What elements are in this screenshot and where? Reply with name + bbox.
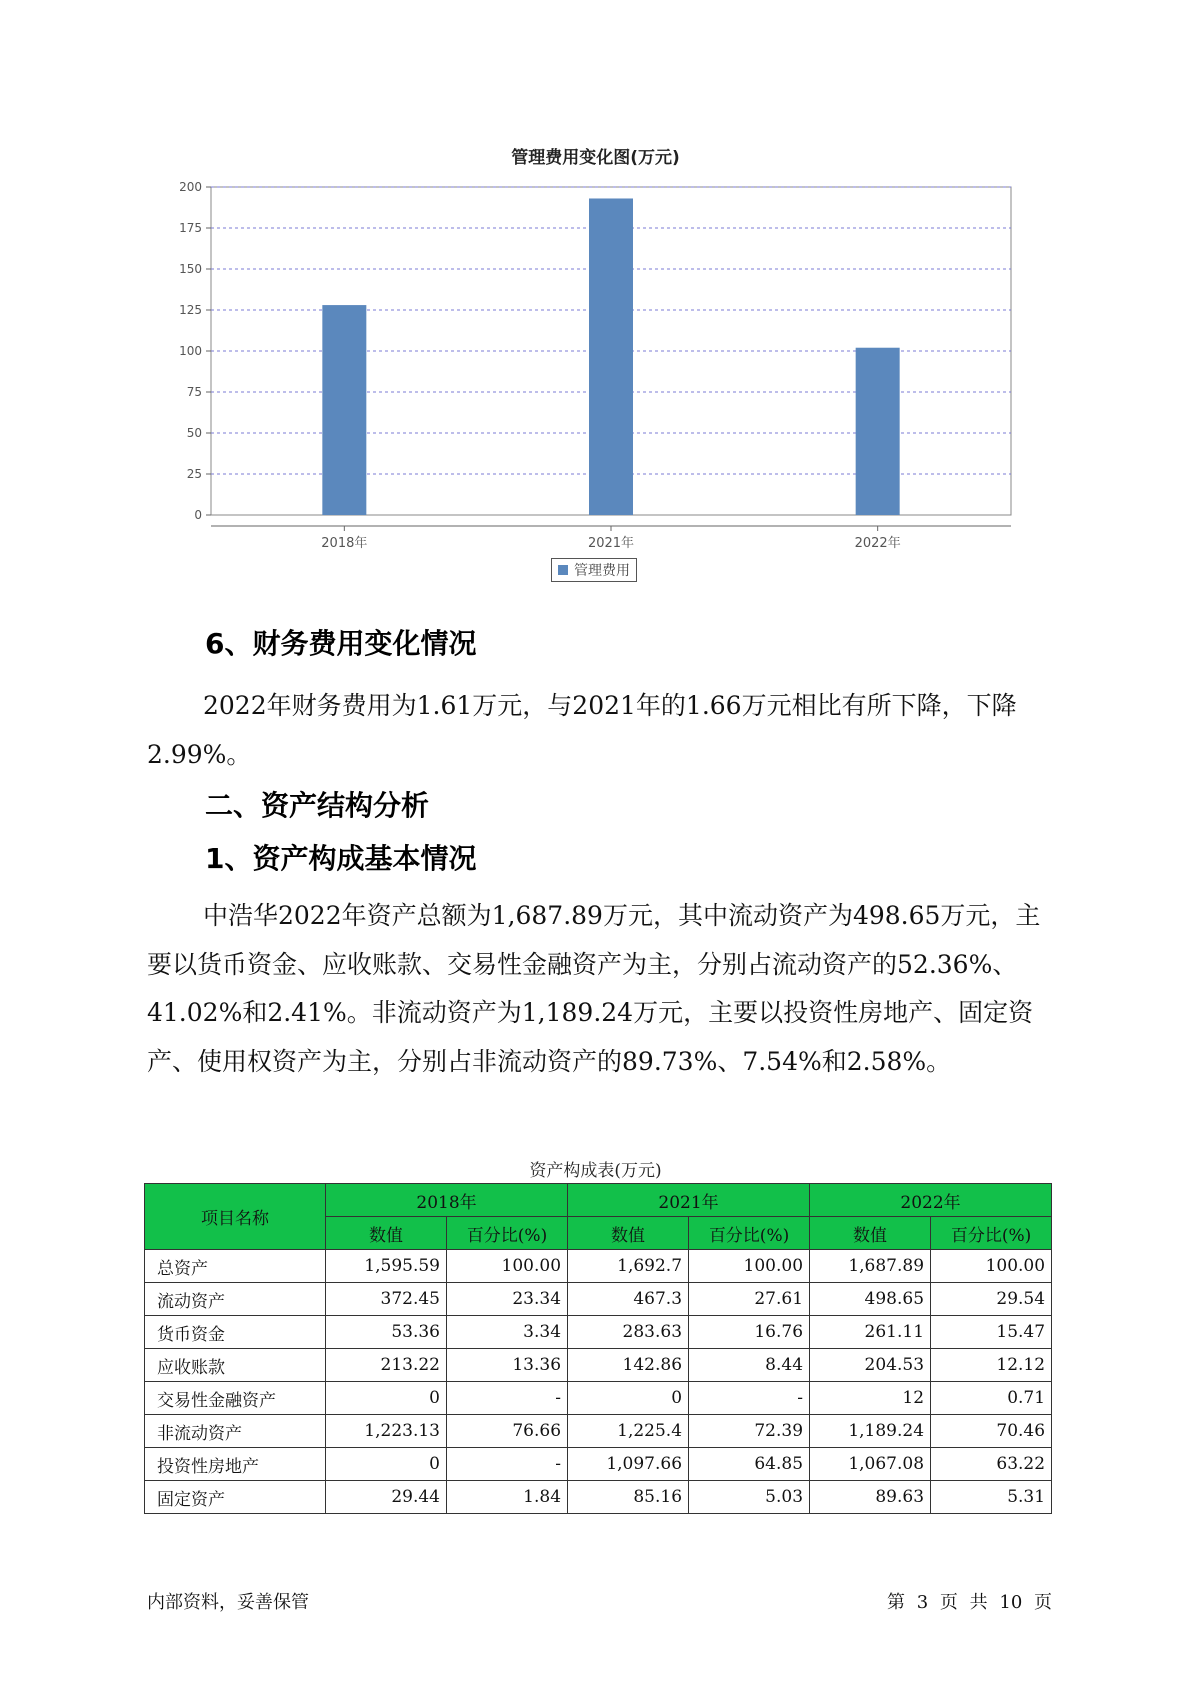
row-label: 应收账款 — [145, 1349, 326, 1382]
header-value: 数值 — [810, 1217, 931, 1250]
value-cell: 204.53 — [810, 1349, 931, 1382]
value-cell: 29.44 — [326, 1481, 447, 1514]
value-cell: 498.65 — [810, 1283, 931, 1316]
row-label: 流动资产 — [145, 1283, 326, 1316]
row-label: 固定资产 — [145, 1481, 326, 1514]
header-pct: 百分比(%) — [447, 1217, 568, 1250]
table-body — [145, 1250, 1052, 1514]
value-cell: 1,687.89 — [810, 1250, 931, 1283]
header-item-name: 项目名称 — [145, 1184, 326, 1250]
chart-legend — [551, 558, 637, 582]
percent-cell: 12.12 — [931, 1349, 1052, 1382]
y-tick-label: 25 — [186, 467, 202, 481]
percent-cell: - — [689, 1382, 810, 1415]
table-row — [145, 1316, 1052, 1349]
table-row — [145, 1283, 1052, 1316]
value-cell: 1,692.7 — [568, 1250, 689, 1283]
value-cell: 1,223.13 — [326, 1415, 447, 1448]
value-cell: 1,225.4 — [568, 1415, 689, 1448]
value-cell: 1,189.24 — [810, 1415, 931, 1448]
percent-cell: 72.39 — [689, 1415, 810, 1448]
value-cell: 467.3 — [568, 1283, 689, 1316]
table-row — [145, 1415, 1052, 1448]
value-cell: 0 — [326, 1448, 447, 1481]
table-row — [145, 1382, 1052, 1415]
row-label: 投资性房地产 — [145, 1448, 326, 1481]
row-label: 货币资金 — [145, 1316, 326, 1349]
header-year-2018: 2018年 — [326, 1184, 568, 1217]
percent-cell: 15.47 — [931, 1316, 1052, 1349]
percent-cell: 5.03 — [689, 1481, 810, 1514]
table-row — [145, 1349, 1052, 1382]
header-pct: 百分比(%) — [689, 1217, 810, 1250]
header-value: 数值 — [568, 1217, 689, 1250]
value-cell: 0 — [326, 1382, 447, 1415]
bar-2018 — [322, 305, 366, 515]
percent-cell: 27.61 — [689, 1283, 810, 1316]
section-heading-asset-structure: 二、资产结构分析 — [205, 789, 430, 822]
y-tick-label: 100 — [179, 344, 202, 358]
y-tick-label: 175 — [179, 221, 202, 235]
footer-page-number: 第 3 页 共 10 页 — [887, 1592, 1052, 1613]
asset-composition-paragraph: 中浩华2022年资产总额为1,687.89万元，其中流动资产为498.65万元，主要以货币资金、应收账款、交易性金融资产为主，分别占流动资产的52.36%、41.02%和2.41%。非流动资产为1,189.24万元，主要以投资性房地产、固定资产、使用权资产为主，分别占非流动资产的89.73%、7.54%和2.58%。 — [147, 901, 1041, 1076]
percent-cell: 13.36 — [447, 1349, 568, 1382]
expense-bar-chart — [0, 0, 1191, 560]
y-tick-label: 50 — [186, 426, 202, 440]
value-cell: 1,067.08 — [810, 1448, 931, 1481]
value-cell: 1,097.66 — [568, 1448, 689, 1481]
chart-title: 管理费用变化图(万元) — [511, 148, 680, 168]
value-cell: 85.16 — [568, 1481, 689, 1514]
y-tick-label: 125 — [179, 303, 202, 317]
value-cell: 261.11 — [810, 1316, 931, 1349]
value-cell: 372.45 — [326, 1283, 447, 1316]
x-tick-label: 2018年 — [321, 536, 368, 551]
bar-2022 — [856, 348, 900, 515]
footer-confidential: 内部资料，妥善保管 — [147, 1592, 309, 1613]
percent-cell: 100.00 — [447, 1250, 568, 1283]
finance-expense-paragraph: 2022年财务费用为1.61万元，与2021年的1.66万元相比有所下降，下降2.99%。 — [147, 691, 1017, 769]
table-caption: 资产构成表(万元) — [529, 1161, 662, 1181]
percent-cell: 3.34 — [447, 1316, 568, 1349]
header-year-2022: 2022年 — [810, 1184, 1052, 1217]
table-row — [145, 1250, 1052, 1283]
value-cell: 53.36 — [326, 1316, 447, 1349]
x-tick-label: 2022年 — [854, 536, 901, 551]
percent-cell: 100.00 — [689, 1250, 810, 1283]
percent-cell: - — [447, 1448, 568, 1481]
percent-cell: 100.00 — [931, 1250, 1052, 1283]
header-year-2021: 2021年 — [568, 1184, 810, 1217]
y-tick-label: 0 — [194, 508, 202, 522]
value-cell: 89.63 — [810, 1481, 931, 1514]
percent-cell: 76.66 — [447, 1415, 568, 1448]
percent-cell: - — [447, 1382, 568, 1415]
percent-cell: 64.85 — [689, 1448, 810, 1481]
percent-cell: 23.34 — [447, 1283, 568, 1316]
y-tick-label: 75 — [186, 385, 202, 399]
percent-cell: 0.71 — [931, 1382, 1052, 1415]
legend-label: 管理费用 — [574, 563, 630, 579]
section-heading-asset-composition: 1、资产构成基本情况 — [205, 842, 477, 875]
value-cell: 0 — [568, 1382, 689, 1415]
bar-2021 — [589, 198, 633, 515]
table-row — [145, 1448, 1052, 1481]
header-value: 数值 — [326, 1217, 447, 1250]
value-cell: 283.63 — [568, 1316, 689, 1349]
percent-cell: 1.84 — [447, 1481, 568, 1514]
value-cell: 1,595.59 — [326, 1250, 447, 1283]
asset-composition-table — [144, 1183, 1052, 1514]
value-cell: 12 — [810, 1382, 931, 1415]
legend-swatch — [558, 565, 568, 575]
percent-cell: 8.44 — [689, 1349, 810, 1382]
value-cell: 213.22 — [326, 1349, 447, 1382]
percent-cell: 70.46 — [931, 1415, 1052, 1448]
row-label: 非流动资产 — [145, 1415, 326, 1448]
value-cell: 142.86 — [568, 1349, 689, 1382]
y-tick-label: 150 — [179, 262, 202, 276]
percent-cell: 29.54 — [931, 1283, 1052, 1316]
x-tick-label: 2021年 — [587, 536, 635, 551]
percent-cell: 63.22 — [931, 1448, 1052, 1481]
section-heading-finance-expense: 6、财务费用变化情况 — [205, 627, 477, 660]
percent-cell: 5.31 — [931, 1481, 1052, 1514]
header-pct: 百分比(%) — [931, 1217, 1052, 1250]
table-row — [145, 1481, 1052, 1514]
row-label: 交易性金融资产 — [145, 1382, 326, 1415]
y-tick-label: 200 — [179, 180, 202, 194]
percent-cell: 16.76 — [689, 1316, 810, 1349]
row-label: 总资产 — [145, 1250, 326, 1283]
